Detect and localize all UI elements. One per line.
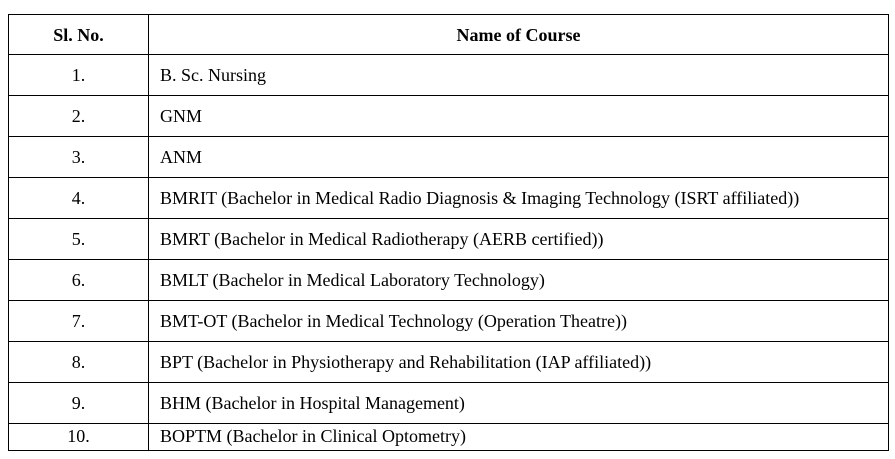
course-name bbox=[149, 424, 889, 451]
row-number: 8. bbox=[9, 342, 149, 383]
table-row bbox=[9, 383, 889, 424]
course-name: BHM (Bachelor in Hospital Management) bbox=[149, 383, 889, 424]
course-name: BMRIT (Bachelor in Medical Radio Diagnosis & Imaging Technology (ISRT affiliated)) bbox=[149, 178, 889, 219]
table-header-row bbox=[9, 15, 889, 55]
table-row bbox=[9, 301, 889, 342]
row-number: 1. bbox=[9, 55, 149, 96]
row-number: 2. bbox=[9, 96, 149, 137]
course-name: BMRT (Bachelor in Medical Radiotherapy (AERB certified)) bbox=[149, 219, 889, 260]
sl-no-header: Sl. No. bbox=[9, 15, 149, 55]
table-row bbox=[9, 137, 889, 178]
row-number-text: 10. bbox=[67, 426, 90, 446]
course-name-header: Name of Course bbox=[149, 15, 889, 55]
table-row bbox=[9, 219, 889, 260]
course-name: B. Sc. Nursing bbox=[149, 55, 889, 96]
courses-table bbox=[8, 14, 889, 451]
table-row bbox=[9, 178, 889, 219]
course-name: BPT (Bachelor in Physiotherapy and Rehabilitation (IAP affiliated)) bbox=[149, 342, 889, 383]
row-number: 4. bbox=[9, 178, 149, 219]
table-row bbox=[9, 260, 889, 301]
row-number: 3. bbox=[9, 137, 149, 178]
course-name-text: BOPTM (Bachelor in Clinical Optometry) bbox=[160, 426, 466, 446]
course-name: BMLT (Bachelor in Medical Laboratory Technology) bbox=[149, 260, 889, 301]
table-row bbox=[9, 424, 889, 451]
row-number bbox=[9, 424, 149, 451]
course-name: BMT-OT (Bachelor in Medical Technology (Operation Theatre)) bbox=[149, 301, 889, 342]
course-name: ANM bbox=[149, 137, 889, 178]
row-number: 6. bbox=[9, 260, 149, 301]
table-row bbox=[9, 55, 889, 96]
row-number: 9. bbox=[9, 383, 149, 424]
table-row bbox=[9, 96, 889, 137]
course-name: GNM bbox=[149, 96, 889, 137]
table-row bbox=[9, 342, 889, 383]
row-number: 7. bbox=[9, 301, 149, 342]
row-number: 5. bbox=[9, 219, 149, 260]
